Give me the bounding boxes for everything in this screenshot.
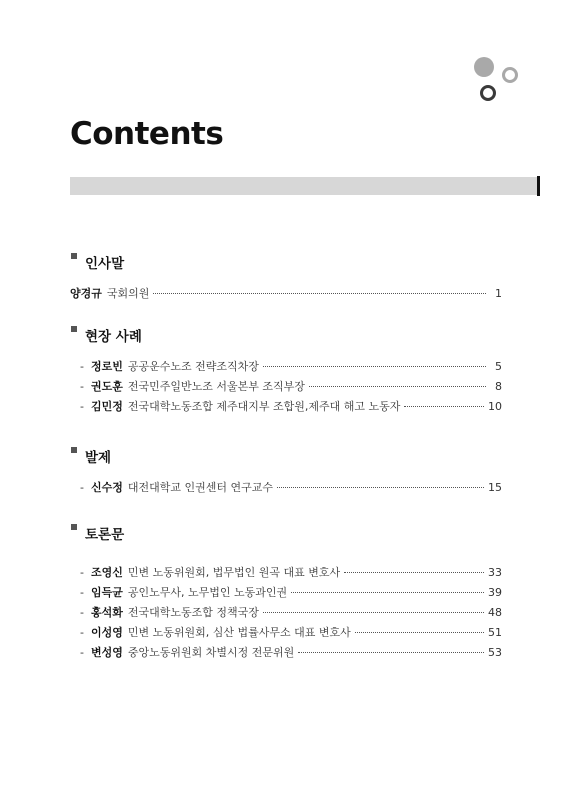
entry-page-number: 39 xyxy=(488,586,502,599)
dot-leader xyxy=(404,406,484,407)
dash-icon: - xyxy=(80,626,84,639)
toc-entry[interactable] xyxy=(70,603,502,623)
entry-page-number: 10 xyxy=(488,400,502,413)
square-bullet-icon xyxy=(71,524,77,530)
entry-description: 전국민주일반노조 서울본부 조직부장 xyxy=(127,380,305,393)
entry-page-number: 33 xyxy=(488,566,502,579)
entry-description: 전국대학노동조합 제주대지부 조합원,제주대 해고 노동자 xyxy=(127,400,401,413)
title-divider-band xyxy=(70,177,538,195)
entry-page-number: 15 xyxy=(488,481,502,494)
dash-icon: - xyxy=(80,606,84,619)
entry-page-number: 53 xyxy=(488,646,502,659)
dash-icon: - xyxy=(80,586,84,599)
toc-entry[interactable] xyxy=(70,397,502,417)
dot-leader xyxy=(263,366,486,367)
entry-page-number: 48 xyxy=(488,606,502,619)
entry-page-number: 5 xyxy=(495,360,502,373)
toc-entry[interactable] xyxy=(70,377,502,397)
dash-icon: - xyxy=(80,360,84,373)
dash-icon: - xyxy=(80,380,84,393)
dot-leader xyxy=(298,652,484,653)
section-header xyxy=(70,252,502,274)
section-title: 토론문 xyxy=(85,527,125,543)
dot-leader xyxy=(263,612,484,613)
square-bullet-icon xyxy=(71,253,77,259)
decorative-circle-ring-gray xyxy=(502,67,518,83)
toc-entry[interactable] xyxy=(70,643,502,663)
section-header xyxy=(70,325,502,347)
title-divider-mark xyxy=(537,176,540,196)
entry-name: 정로빈 xyxy=(90,360,123,373)
section-header xyxy=(70,523,502,545)
entry-name: 권도훈 xyxy=(90,380,123,393)
entry-description: 전국대학노동조합 정책국장 xyxy=(127,606,259,619)
entry-name: 이성영 xyxy=(90,626,123,639)
toc-section-field-cases xyxy=(70,325,502,417)
toc-section-greeting xyxy=(70,252,502,304)
dot-leader xyxy=(291,592,484,593)
entry-name: 조영신 xyxy=(90,566,123,579)
entry-name: 변성영 xyxy=(90,646,123,659)
entry-name: 양경규 xyxy=(70,287,102,300)
section-header xyxy=(70,446,502,468)
entry-description: 중앙노동위원회 차별시정 전문위원 xyxy=(127,646,295,659)
section-title: 현장 사례 xyxy=(85,329,142,345)
dot-leader xyxy=(355,632,484,633)
toc-entry[interactable] xyxy=(70,623,502,643)
dash-icon: - xyxy=(80,481,84,494)
section-title: 발제 xyxy=(85,450,112,466)
toc-entry[interactable] xyxy=(70,563,502,583)
entry-page-number: 51 xyxy=(488,626,502,639)
entry-name: 김민정 xyxy=(90,400,123,413)
dot-leader xyxy=(309,386,486,387)
toc-entry[interactable] xyxy=(70,284,502,304)
dash-icon: - xyxy=(80,400,84,413)
toc-entry[interactable] xyxy=(70,357,502,377)
square-bullet-icon xyxy=(71,326,77,332)
entry-description: 공공운수노조 전략조직차장 xyxy=(127,360,259,373)
decorative-circle-filled xyxy=(474,57,494,77)
toc-section-presentation xyxy=(70,446,502,498)
section-title: 인사말 xyxy=(85,256,125,272)
entry-name: 임득균 xyxy=(90,586,123,599)
entry-description: 공인노무사, 노무법인 노동과인권 xyxy=(127,586,288,599)
entry-description: 대전대학교 인권센터 연구교수 xyxy=(127,481,274,494)
toc-section-discussion xyxy=(70,523,502,663)
dot-leader xyxy=(344,572,484,573)
entry-name: 홍석화 xyxy=(90,606,123,619)
dot-leader xyxy=(277,487,484,488)
square-bullet-icon xyxy=(71,447,77,453)
toc-entry[interactable] xyxy=(70,478,502,498)
dash-icon: - xyxy=(80,646,84,659)
entry-description: 국회의원 xyxy=(106,287,150,300)
entry-page-number: 8 xyxy=(495,380,502,393)
entry-page-number: 1 xyxy=(495,287,502,300)
dash-icon: - xyxy=(80,566,84,579)
dot-leader xyxy=(153,293,486,294)
decorative-circle-ring-dark xyxy=(480,85,496,101)
entry-description: 민변 노동위원회, 법무법인 원곡 대표 변호사 xyxy=(127,566,341,579)
toc-entry[interactable] xyxy=(70,583,502,603)
page-title: Contents xyxy=(70,116,224,152)
entry-name: 신수정 xyxy=(90,481,123,494)
entry-description: 민변 노동위원회, 심산 법률사무소 대표 변호사 xyxy=(127,626,351,639)
